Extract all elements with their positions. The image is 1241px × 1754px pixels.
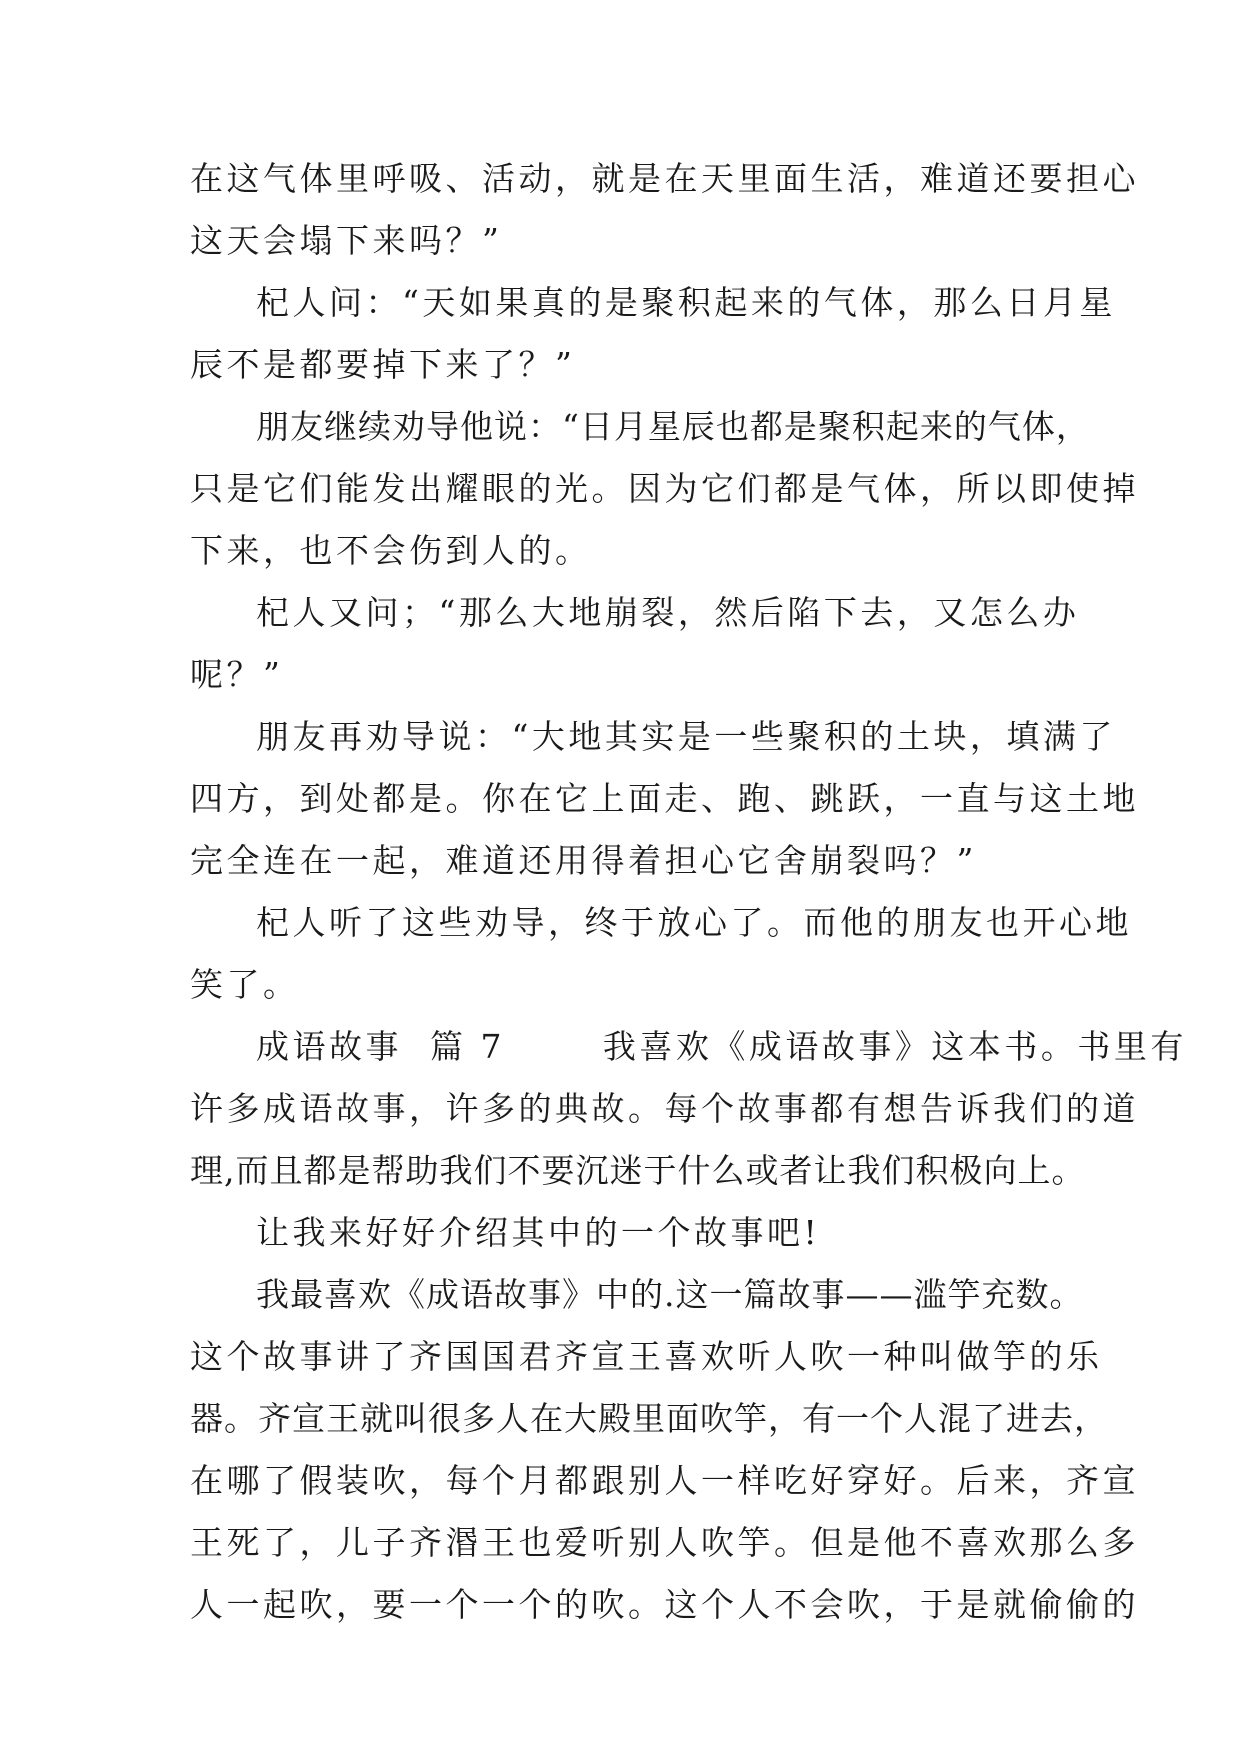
text-line: 许多成语故事，许多的典故。每个故事都有想告诉我们的道 [190, 1089, 1139, 1128]
text-line: 王死了，儿子齐湣王也爱听别人吹竽。但是他不喜欢那么多 [190, 1523, 1139, 1562]
text-line: 这个故事讲了齐国国君齐宣王喜欢听人吹一种叫做竽的乐 [190, 1337, 1103, 1376]
paragraph-start-line: 杞人问：“天如果真的是聚积起来的气体，那么日月星 [256, 283, 1116, 322]
text-line: 在哪了假装吹，每个月都跟别人一样吃好穿好。后来，齐宣 [190, 1461, 1139, 1500]
text-line: 器。齐宣王就叫很多人在大殿里面吹竽，有一个人混了进去， [190, 1399, 1108, 1438]
section-heading-line: 成语故事 篇 7 我喜欢《成语故事》这本书。书里有 [256, 1027, 1187, 1066]
text-line: 四方，到处都是。你在它上面走、跑、跳跃，一直与这土地 [190, 779, 1139, 818]
paragraph-start-line: 朋友继续劝导他说：“日月星辰也都是聚积起来的气体， [256, 407, 1090, 446]
text-line: 辰不是都要掉下来了？” [190, 345, 576, 384]
text-line: 这天会塌下来吗？” [190, 221, 503, 260]
text-line: 呢？” [190, 655, 284, 694]
document-body [190, 148, 1187, 1636]
paragraph-start-line: 我最喜欢《成语故事》中的.这一篇故事——滥竽充数。 [256, 1275, 1084, 1314]
text-line: 人一起吹，要一个一个的吹。这个人不会吹，于是就偷偷的 [190, 1585, 1139, 1624]
text-line: 理,而且都是帮助我们不要沉迷于什么或者让我们积极向上。 [190, 1151, 1086, 1190]
text-line: 笑了。 [190, 965, 300, 1004]
text-line: 下来，也不会伤到人的。 [190, 531, 592, 570]
text-line: 完全连在一起，难道还用得着担心它舍崩裂吗？” [190, 841, 977, 880]
paragraph-start-line: 朋友再劝导说：“大地其实是一些聚积的土块，填满了 [256, 717, 1116, 756]
paragraph-start-line: 杞人听了这些劝导，终于放心了。而他的朋友也开心地 [256, 903, 1132, 942]
paragraph-start-line: 杞人又问；“那么大地崩裂，然后陷下去，又怎么办 [256, 593, 1080, 632]
text-line: 只是它们能发出耀眼的光。因为它们都是气体，所以即使掉 [190, 469, 1139, 508]
paragraph-start-line: 让我来好好介绍其中的一个故事吧! [256, 1213, 821, 1252]
text-line: 在这气体里呼吸、活动，就是在天里面生活，难道还要担心 [190, 159, 1139, 198]
